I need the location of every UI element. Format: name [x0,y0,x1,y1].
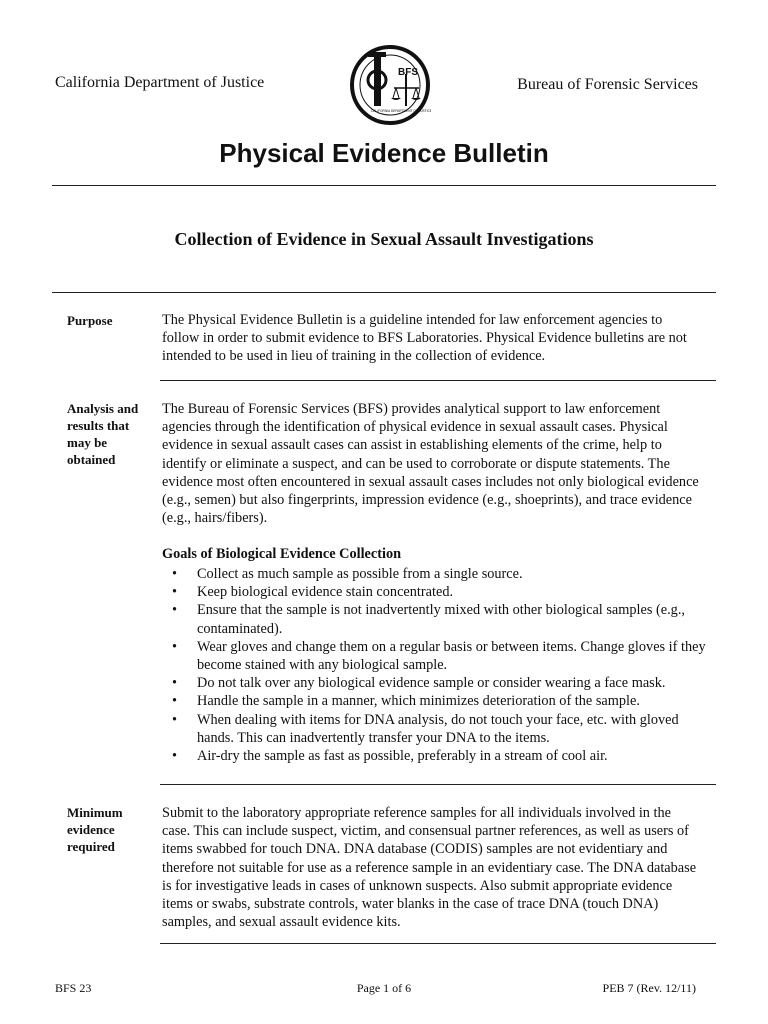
section-text-analysis: The Bureau of Forensic Services (BFS) provides analytical support to law enforcement agencies through the identification of physical evidence in sexual assault cases. Physical evidence in sexual assault cases can assist in establishing elements of the crime, help to identify or eliminate a suspect, and can be used to corroborate or dispute statements. The evidence most often encountered in sexual assault cases includes not only biological evidence (e.g., semen) but also fingerprints, impression evidence (e.g., shoeprints), and trace evidence (e.g., hairs/fibers). [162,401,699,527]
page-title: Physical Evidence Bulletin [219,138,549,168]
section-label-minimum: Minimum evidence required [67,805,123,854]
document-subtitle: Collection of Evidence in Sexual Assault Investigations [174,229,594,249]
section-label-analysis: Analysis and results that may be obtained [67,401,139,467]
list-item: • When dealing with items for DNA analysis, do not touch your face, etc. with gloved hands. This can inadvertently transfer your DNA to the items. [172,711,679,746]
section-text-minimum: Submit to the laboratory appropriate reference samples for all individuals involved in the case. This can include suspect, victim, and consensual partner references, as well as users of items swabbed for touch DNA. DNA database (CODIS) samples are not evidentiary and therefore not suitable for use as a reference sample in an evidentiary case. The DNA database is for investigative leads in cases of unknown suspects. Also submit appropriate evidence items or swabs, substrate controls, water blanks in the case of trace DNA (touch DNA) samples, and sexual assault evidence kits. [162,805,697,931]
footer-page-number: Page 1 of 6 [356,981,412,995]
goals-list [172,565,712,765]
list-item: • Collect as much sample as possible from a single source. [172,566,523,582]
divider [160,943,716,944]
section-text-purpose: The Physical Evidence Bulletin is a guideline intended for law enforcement agencies to follow in order to submit evidence to BFS Laboratories. Physical Evidence bulletins are not intended to be used in lieu of training in the collection of evidence. [162,312,687,365]
bfs-seal-icon [349,44,431,126]
header-agency: California Department of Justice [55,74,265,91]
divider [52,185,716,186]
svg-text:BFS: BFS [398,67,418,78]
goals-heading: Goals of Biological Evidence Collection [162,546,402,562]
list-item: • Handle the sample in a manner, which minimizes deterioration of the sample. [172,693,640,710]
divider [160,380,716,381]
section-label-purpose: Purpose [67,313,113,328]
list-item: • Air-dry the sample as fast as possible, preferably in a stream of cool air. [172,748,608,765]
divider [52,292,716,293]
footer-revision: PEB 7 (Rev. 12/11) [602,981,696,995]
list-item: • Do not talk over any biological evidence sample or consider wearing a face mask. [172,675,666,692]
header-bureau: Bureau of Forensic Services [517,76,698,93]
list-item: • Keep biological evidence stain concentrated. [172,584,454,601]
svg-text:CALIFORNIA DEPARTMENT OF JUSTI: CALIFORNIA DEPARTMENT OF JUSTICE [371,109,431,113]
list-item: • Ensure that the sample is not inadvertently mixed with other biological samples (e.g., contaminated). [172,602,685,637]
list-item: • Wear gloves and change them on a regular basis or between items. Change gloves if they become stained with any biological sample. [172,638,706,674]
footer-form-id: BFS 23 [55,981,92,995]
divider [160,784,716,785]
